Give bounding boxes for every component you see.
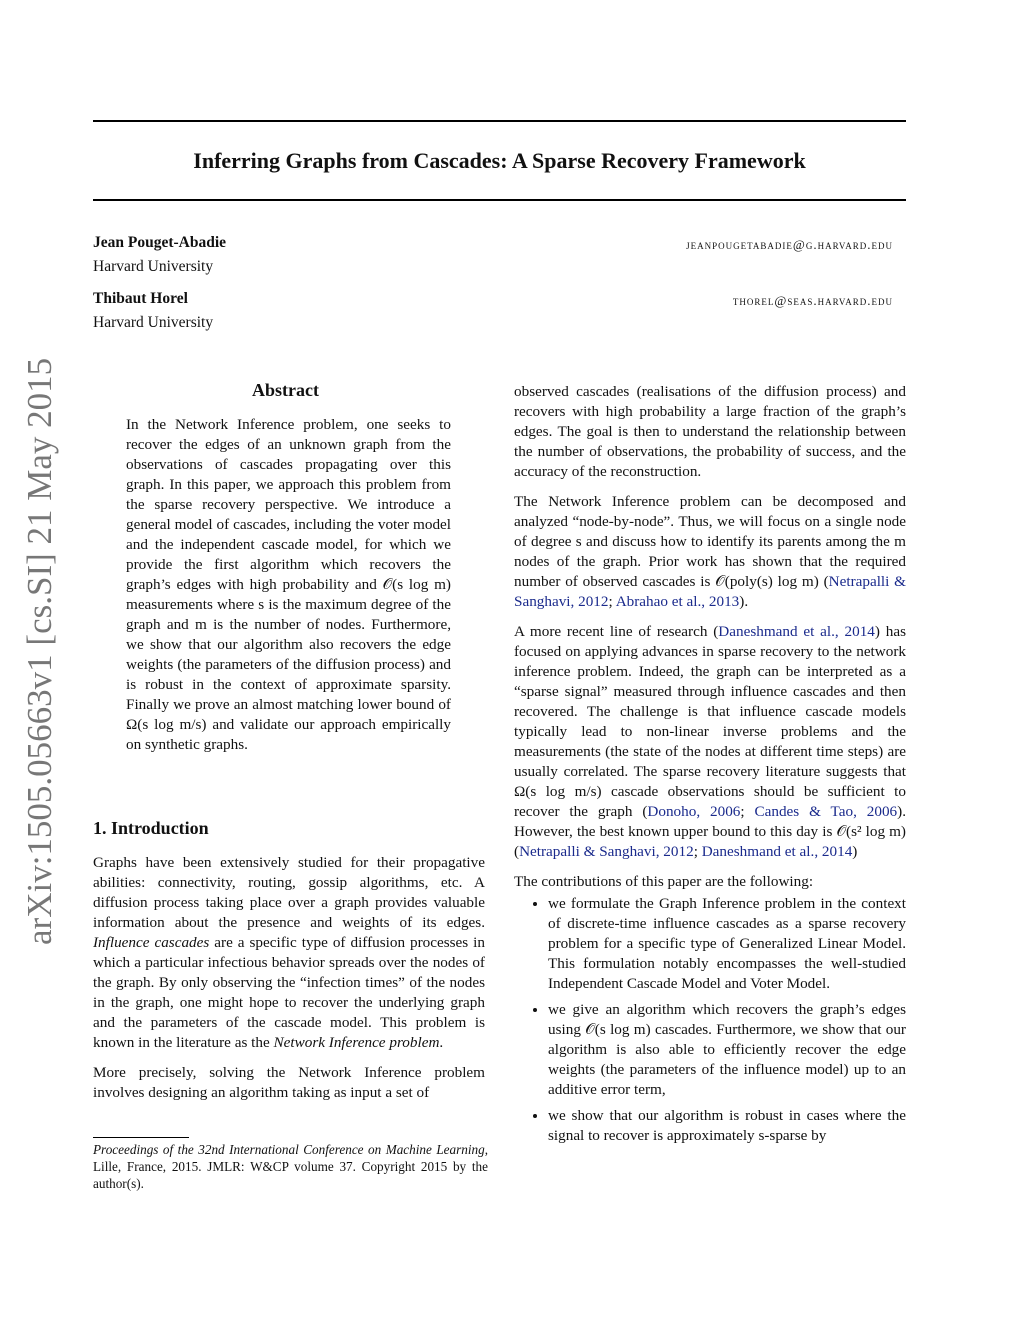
right-paragraph-4: The contributions of this paper are the following: — [514, 873, 814, 890]
author-email-2[interactable]: thorel@seas.harvard.edu — [732, 293, 893, 308]
citation-separator: ; — [608, 593, 616, 610]
citation-link[interactable]: Netrapalli & Sanghavi, 2012 — [514, 573, 906, 610]
right-paragraph-2 — [514, 492, 906, 612]
citation-link[interactable]: Netrapalli & Sanghavi, 2012 — [519, 843, 694, 860]
author-email-1[interactable]: jeanpougetabadie@g.harvard.edu — [686, 237, 893, 252]
intro-heading: 1. Introduction — [93, 818, 209, 838]
right-p3-text-c: ). However, the best known upper bound to this day is 𝒪(s² log m) ( — [514, 803, 906, 860]
top-rule — [93, 120, 906, 122]
abstract-heading: Abstract — [252, 380, 319, 400]
right-p2-text-a: The Network Inference problem can be decomposed and analyzed “node-by-node”. Thus, we will focus on a single node of degree s and discuss how to identify its parents among the m nodes of the graph. Prior work has shown that the required number of observed cascades is 𝒪(poly(s) log m) ( — [514, 493, 906, 590]
intro-paragraph-2: More precisely, solving the Network Inference problem involves designing an algorithm taking as input a set of — [93, 1064, 485, 1101]
author-affiliation-2: Harvard University — [93, 314, 214, 331]
citation-link[interactable]: Donoho, 2006 — [647, 803, 741, 820]
right-p3-text-b: ) has focused on applying advances in sparse recovery to the network inference problem. Indeed, the graph can be interpreted as a “sparse signal” measured through influence cascades and then recovered. The challenge is that influence cascade models typically lead to non-linear inverse problems and the measurements (the state of the nodes at different time steps) are usually correlated. The sparse recovery literature suggests that Ω(s log m/s) cascade observations should be sufficient to recover the graph ( — [514, 623, 906, 820]
citation-separator: ; — [693, 843, 702, 860]
footnote-proceedings: Proceedings of the 32nd International Conference on Machine Learning — [93, 1142, 485, 1157]
intro-body — [93, 853, 485, 1113]
citation-separator: ; — [740, 803, 755, 820]
list-item: • we give an algorithm which recovers the graph’s edges using 𝒪(s log m) cascades. Furthermore, we show that our algorithm is also able to efficiently recover the edge weights (the parameters of the influence model) up to an additive error term, — [548, 1000, 906, 1100]
abstract-text: In the Network Inference problem, one seeks to recover the edges of an unknown graph from the observations of cascades propagating over this graph. In this paper, we approach this problem from the sparse recovery perspective. We introduce a general model of cascades, including the voter model and the independent cascade model, for which we provide the first algorithm which recovers the graph’s edges with high probability and 𝒪(s log m) measurements where s is the maximum degree of the graph and m is the number of nodes. Furthermore, we show that our algorithm also recovers the edge weights (the parameters of the diffusion process) and is robust in the context of approximate sparsity. Finally we prove an almost matching lower bound of Ω(s log m/s) and validate our approach empirically on synthetic graphs. — [126, 416, 451, 753]
intro-p1-text-a: Graphs have been extensively studied for their propagative abilities: connectivity, routing, gossip algorithms, etc. A diffusion process taking place over a graph provides valuable information about the presence and weights of its edges. — [93, 854, 485, 931]
author-affiliation-1: Harvard University — [93, 258, 214, 275]
right-p3-text-a: A more recent line of research ( — [514, 623, 719, 640]
right-paragraph-3 — [514, 622, 906, 862]
right-column — [514, 382, 906, 1152]
right-paragraph-1: observed cascades (realisations of the diffusion process) and recovers with high probability a large fraction of the graph’s edges. The goal is then to understand the relationship between the number of observations, the probability of success, and the accuracy of the reconstruction. — [514, 383, 906, 480]
right-p3-text-d: ) — [852, 843, 858, 860]
title-bottom-rule — [93, 199, 906, 201]
arxiv-stamp: arXiv:1505.05663v1 [cs.SI] 21 May 2015 — [20, 357, 59, 945]
footnote-rule — [93, 1137, 189, 1138]
citation-link[interactable]: Daneshmand et al., 2014 — [718, 623, 875, 640]
intro-p1-emph-network: Network Inference problem — [273, 1034, 440, 1051]
intro-p1-emph-influence: Influence cascades — [93, 934, 210, 951]
intro-p1-text-c: . — [439, 1034, 444, 1051]
author-name-1: Jean Pouget-Abadie — [93, 234, 227, 251]
citation-link[interactable]: Candes & Tao, 2006 — [754, 803, 898, 820]
paper-title: Inferring Graphs from Cascades: A Sparse Recovery Framework — [193, 148, 806, 173]
citation-link[interactable]: Daneshmand et al., 2014 — [701, 843, 853, 860]
footnote — [93, 1141, 488, 1192]
citation-link[interactable]: Abrahao et al., 2013 — [615, 593, 740, 610]
intro-paragraph-1 — [93, 853, 485, 1053]
intro-p1-text-b: are a specific type of diffusion processes in which a particular infectious behavior spreads over the nodes of the graph. By only observing the “infection times” of the nodes in the graph, one might hope to recover the underlying graph and the parameters of the cascade model. This problem is known in the literature as the — [93, 934, 485, 1051]
author-name-2: Thibaut Horel — [93, 290, 188, 307]
right-p2-text-b: ). — [739, 593, 749, 610]
list-item: • we formulate the Graph Inference problem in the context of discrete-time influence cascades as a sparse recovery problem for a specific type of Generalized Linear Model. This formulation notably encompasses the well-studied Independent Cascade Model and Voter Model. — [548, 894, 906, 994]
footnote-text: , Lille, France, 2015. JMLR: W&CP volume 37. Copyright 2015 by the author(s). — [93, 1142, 488, 1191]
contributions-list — [514, 894, 906, 1146]
list-item: • we show that our algorithm is robust in cases where the signal to recover is approximately s-sparse by — [548, 1106, 906, 1146]
